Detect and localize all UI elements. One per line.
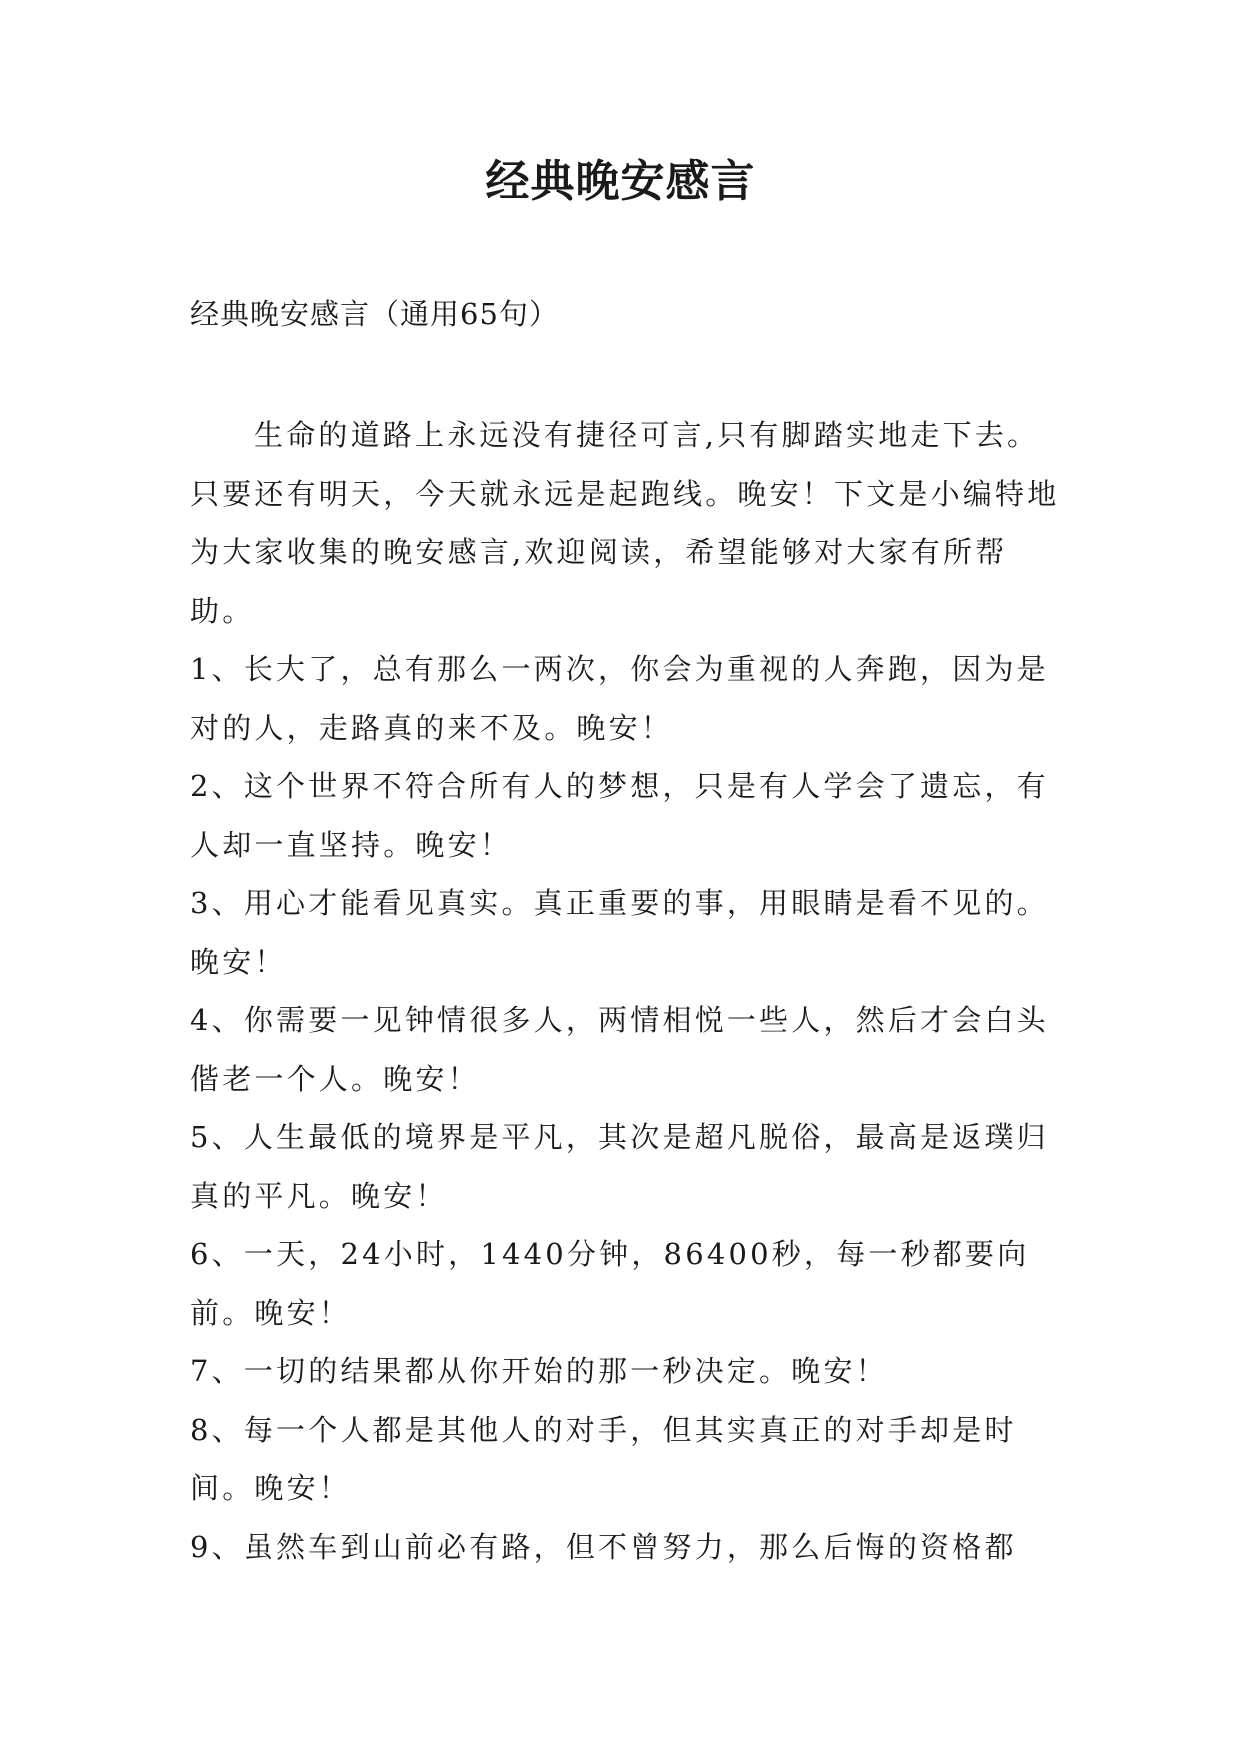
list-item: 9、虽然车到山前必有路，但不曾努力，那么后悔的资格都 <box>190 1529 1017 1564</box>
list-item: 4、你需要一见钟情很多人，两情相悦一些人，然后才会白头偕老一个人。晚安！ <box>190 1003 1049 1096</box>
document-title: 经典晚安感言 <box>485 156 756 207</box>
list-item: 3、用心才能看见真实。真正重要的事，用眼睛是看不见的。晚安！ <box>190 886 1049 979</box>
list-item: 1、长大了，总有那么一两次，你会为重视的人奔跑，因为是对的人，走路真的来不及。晚安！ <box>190 652 1049 745</box>
document-body <box>190 406 1070 1576</box>
list-item: 5、人生最低的境界是平凡，其次是超凡脱俗，最高是返璞归真的平凡。晚安！ <box>190 1120 1049 1213</box>
intro-paragraph: 生命的道路上永远没有捷径可言,只有脚踏实地走下去。只要还有明天，今天就永远是起跑线。晚安！下文是小编特地为大家收集的晚安感言,欢迎阅读，希望能够对大家有所帮助。 <box>190 418 1060 628</box>
list-item: 2、这个世界不符合所有人的梦想，只是有人学会了遗忘，有人却一直坚持。晚安！ <box>190 769 1049 862</box>
list-item: 8、每一个人都是其他人的对手，但其实真正的对手却是时间。晚安！ <box>190 1412 1017 1505</box>
document-subtitle: 经典晚安感言（通用65句） <box>190 297 559 331</box>
list-item: 7、一切的结果都从你开始的那一秒决定。晚安！ <box>190 1354 888 1388</box>
list-item: 6、一天，24小时，1440分钟，86400秒，每一秒都要向前。晚安！ <box>190 1237 1030 1330</box>
